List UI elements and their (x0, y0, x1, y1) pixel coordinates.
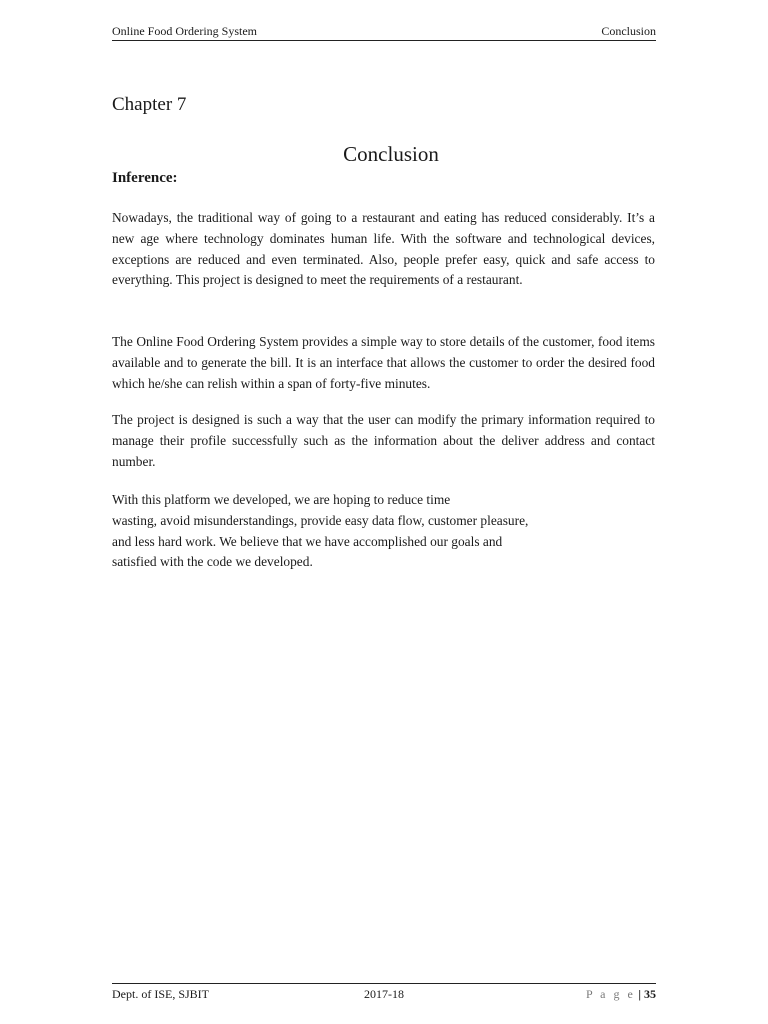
footer-page-indicator (586, 987, 656, 1002)
footer-separator: | (638, 987, 641, 1001)
paragraph-3: The project is designed is such a way that the user can modify the primary information required to manage their profile successfully such as the information about the deliver address and contact number. (112, 412, 655, 469)
header-section-title: Conclusion (601, 24, 656, 38)
page-title: Conclusion (343, 142, 439, 166)
paragraph-2: The Online Food Ordering System provides a simple way to store details of the customer, food items available and to generate the bill. It is an interface that allows the customer to order the desired food which he/she can relish within a span of forty-five minutes. (112, 334, 655, 391)
paragraph-1: Nowadays, the traditional way of going to a restaurant and eating has reduced considerably. It’s a new age where technology dominates human life. With the software and technological devices, exceptions are reduced and even terminated. Also, people prefer easy, quick and safe access to everything. This project is designed to meet the requirements of a restaurant. (112, 210, 655, 288)
footer-department: Dept. of ISE, SJBIT (112, 987, 209, 1001)
chapter-label: Chapter 7 (112, 94, 187, 115)
footer-page-number: 35 (644, 987, 656, 1001)
paragraph-4-line: and less hard work. We believe that we have accomplished our goals and (112, 533, 503, 549)
page-header (112, 22, 656, 41)
section-subheading: Inference: (112, 170, 178, 186)
footer-year: 2017-18 (364, 987, 404, 1001)
paragraph-4 (112, 490, 655, 573)
header-document-title: Online Food Ordering System (112, 24, 257, 38)
paragraph-4-line: satisfied with the code we developed. (112, 554, 313, 570)
footer-page-word: P a g e (585, 987, 636, 1001)
page-footer (112, 983, 656, 1002)
paragraph-4-line: wasting, avoid misunderstandings, provide easy data flow, customer pleasure, (112, 512, 529, 528)
paragraph-4-line: With this platform we developed, we are hoping to reduce time (112, 492, 451, 507)
